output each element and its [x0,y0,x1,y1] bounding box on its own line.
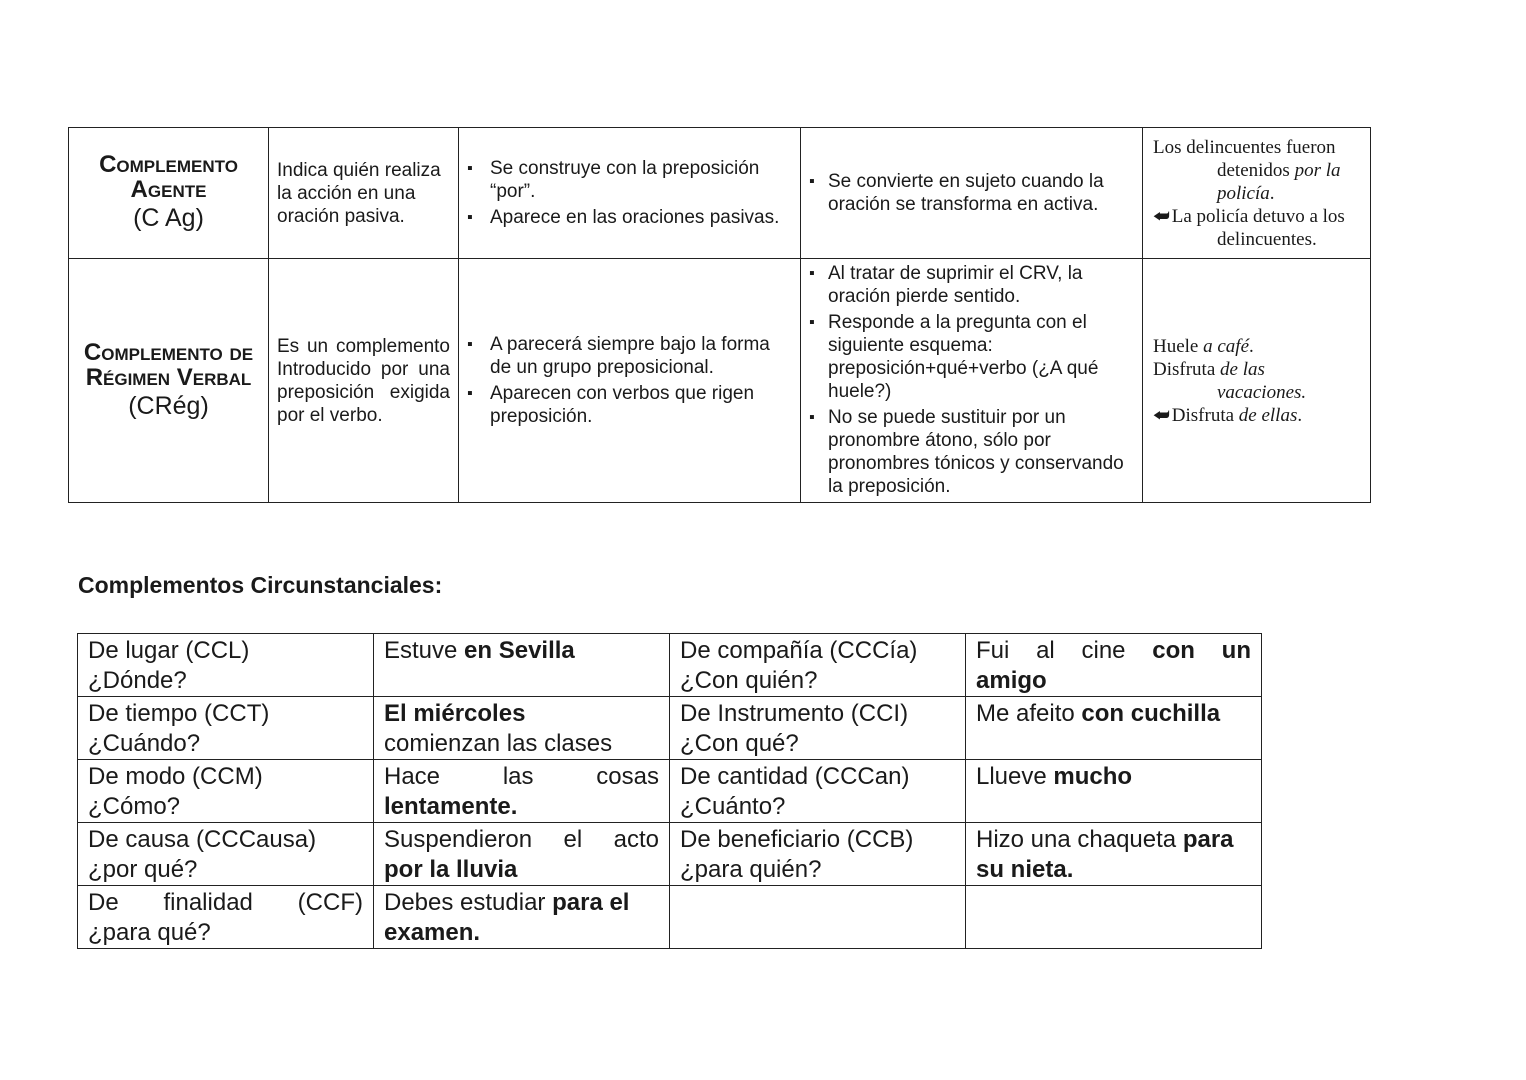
term-name-line2: Régimen Verbal [85,363,252,391]
section-heading: Complementos Circunstanciales: [78,572,443,598]
example-text: Me afeito [976,700,1082,727]
example-line: Huele a café. [1153,335,1254,357]
table-row [78,634,1262,697]
example-bold: por la lluvia [384,856,518,883]
type-cell [78,697,374,760]
example-text: Hace las cosas [384,763,659,790]
table-row [78,697,1262,760]
example-line: Hizo una chaqueta para [976,826,1234,853]
type-question: ¿por qué? [88,856,198,883]
term-cell [69,259,269,503]
example-bold: El miércoles [384,700,526,727]
definition-cell [269,259,459,503]
note-item: ▪ No se puede sustituir por un pronombre átono, sólo por pronombres tónicos y conservando la preposición. [809,406,1134,498]
definition-text: Indica quién realiza la acción en una oración pasiva. [277,159,441,227]
type-cell [78,634,374,697]
notes-cell [801,259,1143,503]
type-question: ¿Cuándo? [88,730,201,757]
example-line: detenidos por la [1217,159,1341,181]
example-line: Fui al cine con un [976,637,1251,664]
example-cell [1143,259,1371,503]
term-name-line1: Complemento de [83,338,254,366]
type-question: ¿Con qué? [680,730,799,757]
example-line: Disfruta de las [1153,358,1265,380]
type-question: ¿Cuánto? [680,793,786,820]
example-cell [374,823,670,886]
example-bold: amigo [976,667,1047,694]
feature-item: ▪ A parecerá siempre bajo la forma de un grupo preposicional. [467,333,792,379]
type-cell [78,760,374,823]
example-cell [374,760,670,823]
type-cell [670,823,966,886]
term-abbr: (C Ag) [133,204,204,232]
example-cell [1143,128,1371,259]
features-cell [459,128,801,259]
type-question: ¿Cómo? [88,793,181,820]
type-name: De finalidad (CCF) [88,889,363,916]
type-name: De cantidad (CCCan) [680,763,910,790]
table-row [78,823,1262,886]
table-row [78,886,1262,949]
example-text: Suspendieron el acto [384,826,659,853]
features-cell [459,259,801,503]
example-line: delincuentes. [1217,228,1317,250]
example-cell [966,697,1262,760]
note-item: ▪ Al tratar de suprimir el CRV, la oración pierde sentido. [809,262,1134,308]
table-row [78,760,1262,823]
example-cell [374,886,670,949]
type-question: ¿Dónde? [88,667,187,694]
example-bold: examen. [384,919,481,946]
example-line: ⮨ Disfruta de ellas. [1153,404,1303,426]
definition-text: Es un complemento Introducido por una preposición exigida por el verbo. [277,335,450,426]
type-name: De compañía (CCCía) [680,637,918,664]
empty-cell [966,886,1262,949]
type-cell [78,823,374,886]
type-question: ¿para quién? [680,856,822,883]
term-abbr: (CRég) [128,391,209,420]
example-cell [374,634,670,697]
arrow-right-icon: ⮨ [1153,205,1170,226]
type-question: ¿para qué? [88,919,211,946]
term-name-line2: Agente [130,176,207,203]
type-name: De causa (CCCausa) [88,826,317,853]
feature-item: ▪ Se construye con la preposición “por”. [467,157,792,203]
example-bold: su nieta. [976,856,1074,883]
example-line: vacaciones. [1217,381,1307,403]
example-text: Estuve [384,637,465,664]
example-line: policía. [1217,182,1275,204]
type-name: De lugar (CCL) [88,637,250,664]
term-name-line1: Complemento [99,151,238,178]
example-bold: mucho [1053,763,1133,790]
row-complemento-regimen [69,259,1371,503]
arrow-right-icon: ⮨ [1153,404,1170,425]
example-cell [966,760,1262,823]
example-bold: con cuchilla [1081,700,1221,727]
example-line: Debes estudiar para el [384,889,630,916]
note-item: ▪ Se convierte en sujeto cuando la oración se transforma en activa. [809,170,1134,216]
note-item: ▪ Responde a la pregunta con el siguiente esquema: preposición+qué+verbo (¿A qué huele?) [809,311,1134,403]
type-cell [78,886,374,949]
example-cell [374,697,670,760]
example-line: Los delincuentes fueron [1153,136,1336,158]
example-line: ⮨ La policía detuvo a los [1153,205,1345,227]
example-text: comienzan las clases [384,730,613,757]
example-cell [966,634,1262,697]
notes-cell [801,128,1143,259]
example-text: Llueve [976,763,1054,790]
complements-table [68,127,1371,503]
circumstantial-table [77,633,1262,949]
empty-cell [670,886,966,949]
feature-item: ▪ Aparecen con verbos que rigen preposición. [467,382,792,428]
type-name: De Instrumento (CCI) [680,700,909,727]
type-name: De modo (CCM) [88,763,263,790]
type-name: De tiempo (CCT) [88,700,270,727]
row-complemento-agente [69,128,1371,259]
term-cell [69,128,269,259]
type-cell [670,760,966,823]
example-cell [966,823,1262,886]
type-cell [670,697,966,760]
example-bold: lentamente. [384,793,518,820]
type-cell [670,634,966,697]
definition-cell [269,128,459,259]
type-name: De beneficiario (CCB) [680,826,914,853]
type-question: ¿Con quién? [680,667,818,694]
feature-item: ▪ Aparece en las oraciones pasivas. [467,206,792,229]
example-bold: en Sevilla [464,637,575,664]
